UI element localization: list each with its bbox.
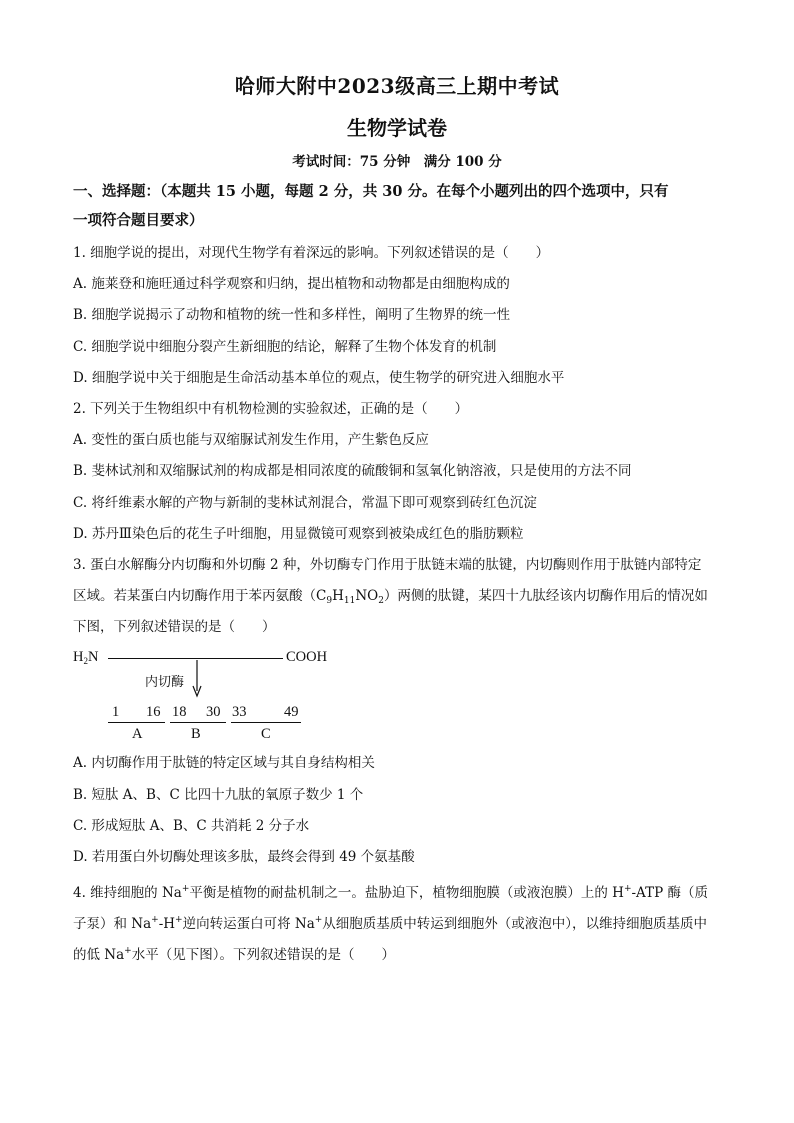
page-subtitle: 生物学试卷	[347, 116, 447, 140]
q1-option-d: D. 细胞学说中关于细胞是生命活动基本单位的观点，使生物学的研究进入细胞水平	[73, 370, 565, 386]
q3-option-a: A. 内切酶作用于肽链的特定区域与其自身结构相关	[73, 755, 375, 771]
q4-stem-line3: 的低 Na+水平（见下图）。下列叙述错误的是（ ）	[73, 946, 395, 963]
carboxyl-terminus-label: COOH	[286, 649, 328, 665]
q4-stem-line2: 子泵）和 Na+-H+逆向转运蛋白可将 Na+从细胞质基质中转运到细胞外（或液泡中），以维持细胞质基质中	[73, 915, 708, 932]
q4-stem-line1: 4. 维持细胞的 Na+平衡是植物的耐盐机制之一。盐胁迫下，植物细胞膜（或液泡膜）上的 H+-ATP 酶（质	[73, 884, 708, 901]
q2-option-a: A. 变性的蛋白质也能与双缩脲试剂发生作用，产生紫色反应	[73, 432, 429, 448]
q3-option-d: D. 若用蛋白外切酶处理该多肽，最终会得到 49 个氨基酸	[73, 849, 415, 865]
q1-option-b: B. 细胞学说揭示了动物和植物的统一性和多样性，阐明了生物界的统一性	[73, 307, 511, 323]
segment-b-end: 30	[206, 704, 221, 720]
exam-meta: 考试时间：75 分钟 满分 100 分	[292, 154, 502, 170]
segment-c-start: 33	[232, 704, 247, 720]
q3-stem-line2: 区域。若某蛋白内切酶作用于苯丙氨酸$(C_9H_{11}NO_2)$两侧的肽键，某四十九肽经该内切酶作用后的情况如	[73, 588, 708, 606]
q3-stem-line1: 3. 蛋白水解酶分内切酶和外切酶 2 种，外切酶专门作用于肽链末端的肽键，内切酶则作用于肽链内部特定	[73, 557, 702, 573]
q3-option-b: B. 短肽 A、B、C 比四十九肽的氧原子数少 1 个	[73, 787, 364, 803]
section-heading-line2: 一项符合题目要求）	[73, 212, 204, 229]
q3-stem-line3: 下图，下列叙述错误的是（ ）	[73, 619, 276, 635]
q1-option-a: A. 施莱登和施旺通过科学观察和归纳，提出植物和动物都是由细胞构成的	[73, 276, 510, 292]
page-title: 哈师大附中2023级高三上期中考试	[234, 74, 560, 98]
segment-b-label: B	[191, 726, 201, 742]
segment-b-line	[170, 722, 226, 723]
down-arrow-icon	[190, 660, 204, 698]
q2-stem: 2. 下列关于生物组织中有机物检测的实验叙述，正确的是（ ）	[73, 401, 469, 417]
segment-a-label: A	[132, 726, 143, 742]
q2-option-d: D. 苏丹Ⅲ染色后的花生子叶细胞，用显微镜可观察到被染成红色的脂肪颗粒	[73, 526, 524, 542]
segment-b-start: 18	[172, 704, 187, 720]
q2-option-c: C. 将纤维素水解的产物与新制的斐林试剂混合，常温下即可观察到砖红色沉淀	[73, 495, 537, 511]
enzyme-label: 内切酶	[145, 675, 185, 690]
segment-a-end: 16	[146, 704, 161, 720]
q3-option-c: C. 形成短肽 A、B、C 共消耗 2 分子水	[73, 818, 310, 834]
segment-c-end: 49	[284, 704, 299, 720]
q1-option-c: C. 细胞学说中细胞分裂产生新细胞的结论，解释了生物个体发育的机制	[73, 339, 497, 355]
segment-a-line	[108, 722, 165, 723]
q1-stem: 1. 细胞学说的提出，对现代生物学有着深远的影响。下列叙述错误的是（ ）	[73, 245, 550, 261]
peptide-chain-line	[108, 658, 283, 659]
segment-c-label: C	[261, 726, 271, 742]
amino-terminus-label: $H_2N$	[73, 649, 99, 666]
segment-a-start: 1	[112, 704, 120, 720]
section-heading-line1: 一、选择题：（本题共 15 小题，每题 2 分，共 30 分。在每个小题列出的四个选项中，只有	[73, 183, 669, 200]
segment-c-line	[231, 722, 301, 723]
q2-option-b: B. 斐林试剂和双缩脲试剂的构成都是相同浓度的硫酸铜和氢氧化钠溶液，只是使用的方法不同	[73, 463, 632, 479]
